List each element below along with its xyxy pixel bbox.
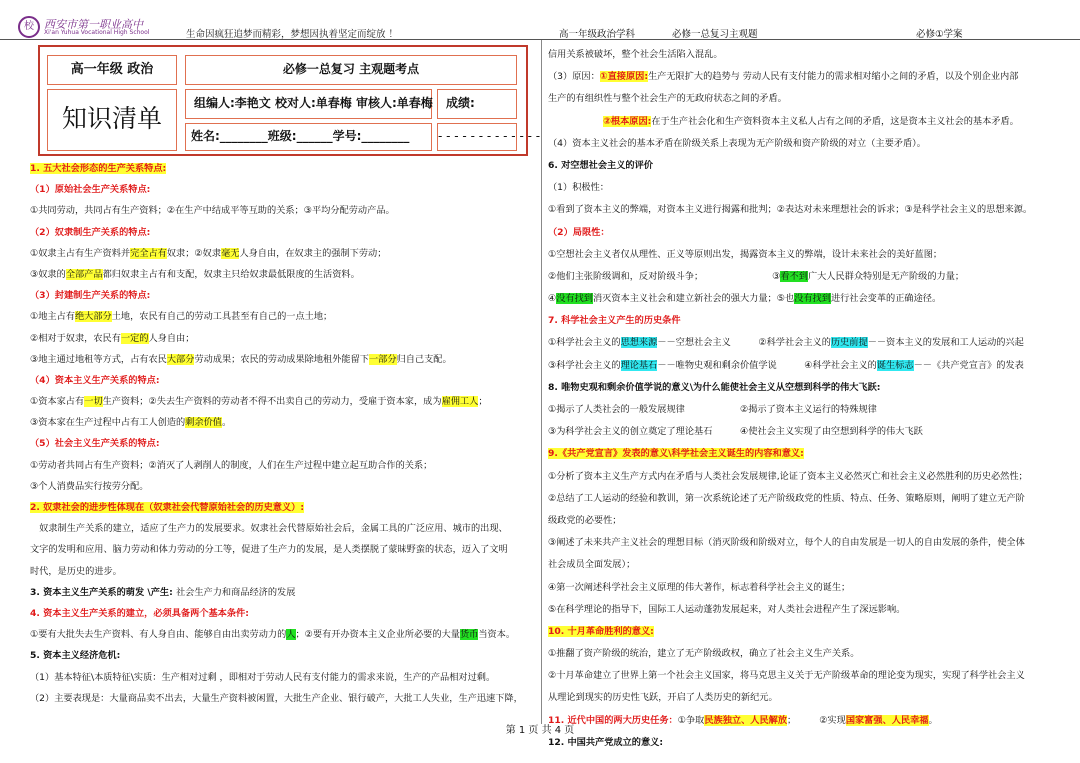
- text-run: （1）原始社会生产关系特点:: [30, 184, 151, 196]
- text-run: 社会生产力和商品经济的发展: [175, 586, 296, 598]
- text-line: [30, 179, 538, 200]
- text-run: 5. 资本主义经济危机:: [30, 650, 121, 662]
- editors-line: 组编人:李艳文 校对人:单春梅 审核人:单春梅: [185, 89, 432, 119]
- text-run: ； ②实现: [787, 714, 846, 726]
- text-line: [548, 266, 1056, 288]
- text-run: 思想来源: [620, 337, 658, 349]
- text-line: [548, 665, 1056, 687]
- text-run: 没有找到: [556, 293, 593, 305]
- text-line: [548, 222, 1056, 244]
- text-line: [548, 244, 1056, 266]
- text-line: [548, 687, 1056, 709]
- text-line: [548, 177, 1056, 199]
- text-line: [548, 554, 1056, 576]
- text-line: [30, 222, 538, 243]
- text-run: （4）资本主义社会的基本矛盾在阶级关系上表现为无产阶级和资产阶级的对立（主要矛盾）。: [548, 137, 926, 149]
- knowledge-list-title: 知识清单: [47, 89, 177, 151]
- text-line: [548, 288, 1056, 310]
- text-run: 从理论到现实的历史性飞跃，开启了人类历史的新纪元。: [548, 692, 778, 704]
- text-run: ①奴隶主占有生产资料并: [30, 247, 131, 259]
- text-run: 诞生标志: [876, 359, 914, 371]
- text-run: 12. 中国共产党成立的意义:: [548, 736, 664, 748]
- text-line: [30, 455, 538, 476]
- text-run: 理论基石: [620, 359, 658, 371]
- text-run: ②根本原因:: [603, 115, 652, 127]
- text-run: 土地，农民有自己的劳动工具甚至有自己的一点土地；: [111, 311, 333, 323]
- text-run: ③奴隶的: [30, 268, 66, 280]
- text-run: ②相对于奴隶，农民有: [30, 332, 121, 344]
- text-run: 。: [928, 714, 938, 726]
- text-run: 剩余价值: [185, 417, 222, 429]
- text-run: 奴隶制生产关系的建立，适应了生产力的发展要求。奴隶社会代替原始社会后，金属工具的广泛应用、城市的出现、: [30, 523, 508, 535]
- text-run: 3. 资本主义生产关系的萌发 \产生:: [30, 586, 176, 598]
- page-footer: 第 1 页 共 4 页: [505, 725, 575, 736]
- text-run: （2）主要表现是：大量商品卖不出去，大量生产资料被闲置，大批生产企业、银行破产，大批工人失业，生产迅速下降，: [30, 692, 523, 704]
- text-line: [30, 667, 538, 688]
- text-line: [548, 310, 1056, 332]
- text-line: [30, 688, 538, 709]
- text-run: ①揭示了人类社会的一般发展规律 ②揭示了资本主义运行的特殊规律: [548, 404, 877, 415]
- text-line: [30, 518, 538, 539]
- text-line: [548, 111, 1056, 133]
- text-run: （3）原因：: [548, 71, 600, 83]
- text-run: 10. 十月革命胜利的意义:: [548, 625, 654, 637]
- text-line: [548, 355, 1056, 377]
- column-divider: [541, 40, 542, 724]
- text-run: 人身自由，在奴隶主的强制下劳动；: [239, 247, 387, 259]
- text-run: 人身自由；: [148, 332, 195, 344]
- text-run: ①共同劳动，共同占有生产资料；②在生产中结成平等互助的关系；③平均分配劳动产品。: [30, 205, 395, 217]
- text-run: 劳动成果；农民的劳动成果除地租外能留下: [194, 353, 369, 365]
- text-line: [548, 155, 1056, 177]
- text-run: ①直接原因:: [599, 71, 648, 83]
- header-subject: 高一年级政治学科: [559, 29, 636, 40]
- text-line: [548, 377, 1056, 399]
- text-run: 9.《共产党宣言》发表的意义\科学社会主义诞生的内容和意义:: [548, 448, 804, 460]
- text-run: ①推翻了资产阶级的统治，建立了无产阶级政权，确立了社会主义生产关系。: [548, 648, 860, 660]
- text-line: [548, 643, 1056, 665]
- right-column: [548, 44, 1056, 754]
- text-line: [30, 645, 538, 666]
- text-line: [548, 443, 1056, 465]
- text-run: ①分析了资本主义生产方式内在矛盾与人类社会发展规律,论证了资本主义必然灭亡和社会主义必然胜利的历史必然性；: [548, 470, 1028, 482]
- text-run: 8. 唯物史观和剩余价值学说的意义\为什么能使社会主义从空想到科学的伟大飞跃:: [548, 381, 881, 393]
- text-run: 毫无: [221, 247, 240, 259]
- text-line: [30, 433, 538, 454]
- text-run: 时代，是历史的进步。: [30, 565, 122, 577]
- student-info-field[interactable]: 姓名:________班级:______学号:________: [185, 123, 432, 151]
- text-line: [548, 133, 1056, 155]
- text-run: 11. 近代中国的两大历史任务：: [548, 714, 678, 726]
- text-line: [548, 88, 1056, 110]
- text-line: [30, 264, 538, 285]
- text-line: [548, 510, 1056, 532]
- text-run: 在于生产社会化和生产资料资本主义私人占有之间的矛盾，这是资本主义社会的基本矛盾。: [651, 115, 1019, 127]
- text-line: [548, 199, 1056, 221]
- text-run: 人: [286, 629, 296, 641]
- text-line: [30, 158, 538, 179]
- text-line: [30, 349, 538, 370]
- text-run: ③个人消费品实行按劳分配。: [30, 480, 149, 492]
- score-label: 成绩:: [437, 89, 517, 119]
- text-line: [30, 328, 538, 349]
- text-line: [548, 599, 1056, 621]
- text-run: 级政党的必要性；: [548, 514, 622, 526]
- text-run: 民族独立、人民解放: [704, 714, 788, 726]
- text-run: 广大人民群众特别是无产阶级的力量；: [807, 270, 965, 282]
- grade-subject: 高一年级 政治: [47, 55, 177, 85]
- text-run: 2. 奴隶社会的进步性体现在（奴隶社会代替原始社会的历史意义）:: [30, 502, 305, 513]
- text-run: 国家富强、人民幸福: [845, 714, 929, 726]
- text-run: （2）奴隶制生产关系的特点:: [30, 226, 151, 238]
- text-run: 文字的发明和应用、脑力劳动和体力劳动的分工等，促进了生产力的发展，是人类摆脱了蒙昧野蛮的状态，迈入了文明: [30, 544, 508, 556]
- text-run: 4. 资本主义生产关系的建立，必须具备两个基本条件:: [30, 607, 249, 619]
- text-run: 看不到: [780, 270, 808, 282]
- text-run: ③科学社会主义的: [548, 359, 621, 371]
- text-run: 全部产品: [65, 268, 103, 280]
- text-line: [30, 539, 538, 560]
- text-run: －－唯物史观和剩余价值学说 ④科学社会主义的: [657, 359, 877, 371]
- school-name-en: Xi'an Yuhua Vocational High School: [44, 29, 150, 36]
- header-volume: 必修①学案: [916, 29, 963, 40]
- text-line: [548, 399, 1056, 421]
- text-run: ①地主占有: [30, 311, 75, 323]
- text-run: （3）封建制生产关系的特点:: [30, 290, 151, 302]
- text-run: 都归奴隶主占有和支配，奴隶主只给奴隶最低限度的生活资料。: [102, 268, 360, 280]
- text-run: 6. 对空想社会主义的评价: [548, 159, 653, 171]
- text-run: （1）积极性：: [548, 182, 609, 194]
- text-run: ①看到了资本主义的弊端，对资本主义进行揭露和批判；②表达对未来理想社会的诉求；③是科学社会主义的思想来源。: [548, 204, 1033, 216]
- text-run: 一切: [84, 396, 103, 408]
- header-topic: 必修一总复习主观题: [672, 29, 758, 40]
- text-run: 一部分: [369, 353, 397, 365]
- text-run: 一定的: [120, 332, 149, 344]
- text-line: [30, 561, 538, 582]
- text-run: ②他们主张阶级调和，反对阶级斗争； ③: [548, 270, 781, 282]
- text-run: （1）基本特征\本质特征\实质：生产相对过剩 ，即相对于劳动人民有支付能力的需求来说，生产的产品相对过剩。: [30, 671, 496, 683]
- text-run: ③资本家在生产过程中占有工人创造的: [30, 417, 186, 429]
- text-line: [30, 476, 538, 497]
- text-line: [548, 421, 1056, 443]
- text-run: －－资本主义的发展和工人运动的兴起: [867, 337, 1024, 349]
- text-line: [548, 488, 1056, 510]
- left-column: [30, 158, 538, 709]
- doc-title: 必修一总复习 主观题考点: [185, 55, 517, 85]
- page-header: [0, 0, 1080, 40]
- text-run: [548, 116, 603, 127]
- text-run: ①争取: [677, 714, 705, 726]
- text-line: [30, 603, 538, 624]
- text-run: ②十月革命建立了世界上第一个社会主义国家，将马克思主义关于无产阶级革命的理论变为现实，实现了科学社会主义: [548, 670, 1025, 682]
- text-run: 绝大部分: [75, 311, 112, 323]
- text-run: 货币: [459, 629, 479, 641]
- text-line: [548, 66, 1056, 88]
- text-run: 进行社会变革的正确途径。: [830, 293, 942, 305]
- text-run: ④第一次阐述科学社会主义原理的伟大著作，标志着科学社会主义的诞生；: [548, 581, 851, 593]
- score-blank: - - - - - - - - - - - - -: [437, 123, 517, 151]
- text-run: 归自己支配。: [396, 353, 452, 365]
- text-run: 。: [222, 417, 232, 429]
- text-run: （5）社会主义生产关系的特点:: [30, 438, 160, 450]
- text-run: ③阐述了未来共产主义社会的理想目标（消灭阶级和阶级对立，每个人的自由发展是一切人的自由发展的条件，使全体: [548, 537, 1025, 549]
- text-run: －－《共产党宣言》的发表: [913, 359, 1024, 371]
- text-line: [30, 200, 538, 221]
- text-line: [30, 497, 538, 518]
- text-run: ⑤在科学理论的指导下，国际工人运动蓬勃发展起来，对人类社会进程产生了深远影响。: [548, 603, 906, 615]
- text-run: 大部分: [166, 353, 195, 365]
- text-run: ①要有大批失去生产资料、有人身自由、能够自由出卖劳动力的: [30, 629, 287, 641]
- text-run: 奴隶；②奴隶: [166, 247, 222, 259]
- text-run: ①空想社会主义者仅从理性、正义等原则出发，揭露资本主义的弊端，设计未来社会的美好蓝图；: [548, 248, 943, 260]
- text-run: ①科学社会主义的: [548, 337, 621, 349]
- text-run: 生产资料；②失去生产资料的劳动者不得不出卖自己的劳动力，受雇于资本家，成为: [102, 396, 442, 408]
- text-run: 当资本。: [478, 629, 516, 641]
- text-line: [30, 624, 538, 645]
- text-run: （2）局限性：: [548, 226, 610, 238]
- text-run: －－空想社会主义 ②科学社会主义的: [657, 337, 831, 349]
- text-run: ④: [548, 293, 557, 305]
- text-run: 雇佣工人: [441, 396, 479, 408]
- text-run: 生产的有组织性与整个社会生产的无政府状态之间的矛盾。: [548, 93, 787, 105]
- text-run: 历史前提: [830, 337, 868, 349]
- text-line: [548, 44, 1056, 66]
- text-line: [30, 285, 538, 306]
- text-run: ；: [478, 396, 488, 408]
- text-line: [30, 412, 538, 433]
- text-run: ③为科学社会主义的创立奠定了理论基石 ④使社会主义实现了由空想到科学的伟大飞跃: [548, 426, 923, 438]
- text-run: 7. 科学社会主义产生的历史条件: [548, 315, 681, 327]
- header-motto: 生命因疯狂追梦而精彩，梦想因执着坚定而绽放 ！: [186, 29, 399, 40]
- text-line: [30, 243, 538, 264]
- text-run: ③地主通过地租等方式，占有农民: [30, 353, 167, 365]
- text-run: 1. 五大社会形态的生产关系特点:: [30, 163, 167, 174]
- text-run: 没有找到: [794, 293, 831, 305]
- text-run: ①资本家占有: [30, 396, 85, 408]
- text-line: [548, 577, 1056, 599]
- text-line: [30, 391, 538, 412]
- text-line: [30, 306, 538, 327]
- text-line: [30, 582, 538, 603]
- text-run: 完全占有: [130, 247, 167, 259]
- text-line: [548, 332, 1056, 354]
- text-line: [548, 532, 1056, 554]
- text-run: 消灭资本主义社会和建立新社会的强大力量；⑤也: [593, 293, 795, 305]
- text-run: ；②要有开办资本主义企业所必要的大量: [295, 629, 460, 641]
- text-run: 社会成员全面发展）；: [548, 559, 636, 571]
- text-run: ②总结了工人运动的经验和教训，第一次系统论述了无产阶级政党的性质、特点、任务、策略原则，阐明了建立无产阶: [548, 492, 1025, 504]
- text-line: [548, 466, 1056, 488]
- school-name: 西安市第一职业高中: [44, 18, 143, 31]
- text-run: （4）资本主义生产关系的特点:: [30, 374, 160, 386]
- text-run: 生产无限扩大的趋势与 劳动人民有支付能力的需求相对缩小之间的矛盾，以及个别企业内部: [648, 71, 1019, 83]
- text-run: 信用关系被破坏，整个社会生活陷入混乱。: [548, 49, 723, 60]
- school-logo-icon: 校: [18, 16, 40, 38]
- text-line: [548, 621, 1056, 643]
- text-line: [30, 370, 538, 391]
- text-run: ①劳动者共同占有生产资料；②消灭了人剥削人的制度，人们在生产过程中建立起互助合作的关系；: [30, 459, 433, 471]
